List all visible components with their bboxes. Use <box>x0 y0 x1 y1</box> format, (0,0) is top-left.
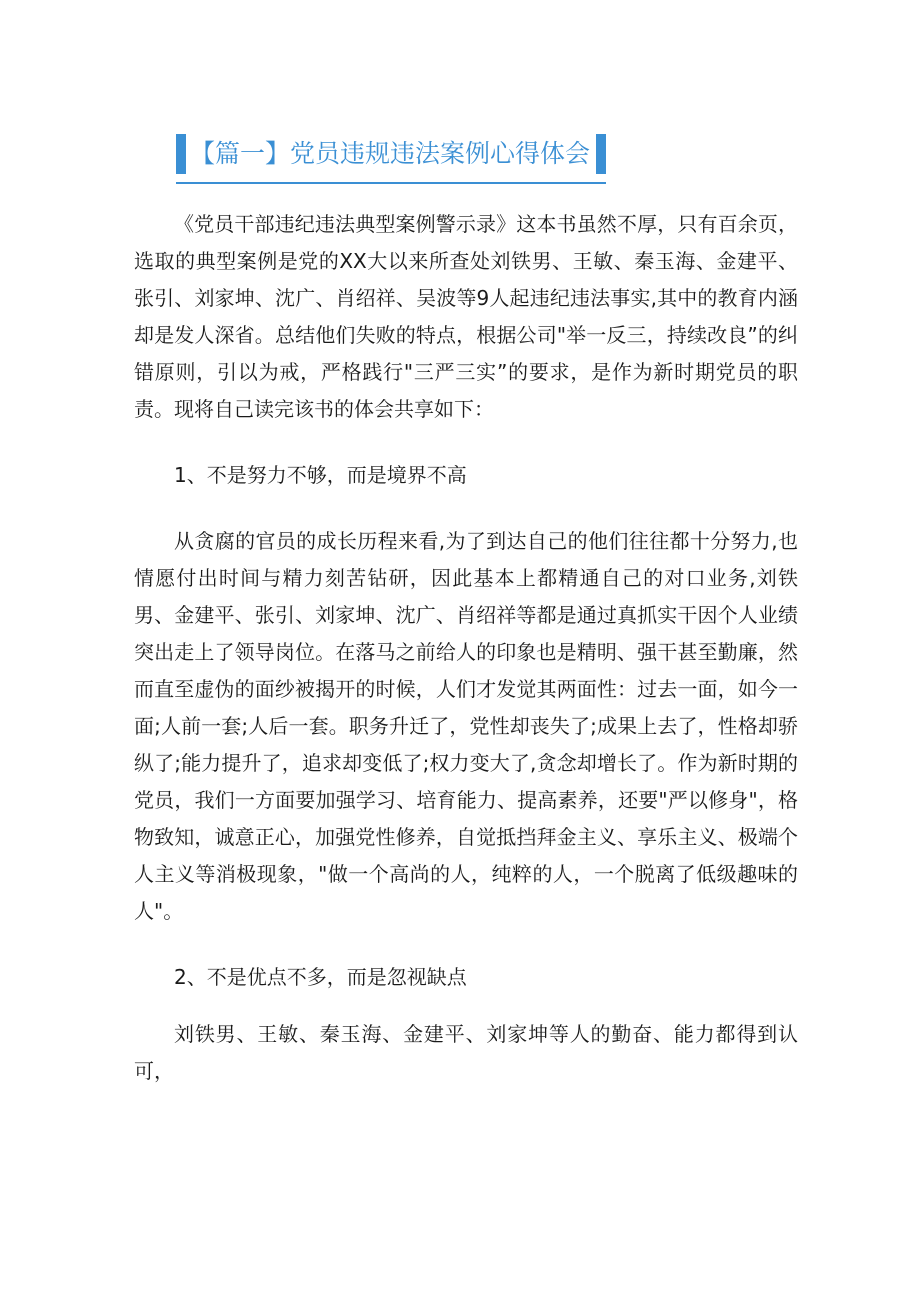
document-body <box>134 206 798 1090</box>
title-text: 【篇一】党员违规违法案例心得体会 <box>190 139 591 168</box>
section-heading-1: 1、不是努力不够，而是境界不高 <box>174 463 467 487</box>
paragraph-section-2: 刘铁男、王敏、秦玉海、金建平、刘家坤等人的勤奋、能力都得到认可， <box>134 1022 798 1083</box>
title-left-bar <box>176 134 186 174</box>
paragraph-intro: 《党员干部违纪违法典型案例警示录》这本书虽然不厚，只有百余页，选取的典型案例是党的XX大以来所查处刘铁男、王敏、秦玉海、金建平、张引、刘家坤、沈广、肖绍祥、吴波等9人起违纪违法事实,其中的教育内涵却是发人深省。总结他们失败的特点，根据公司"举一反三，持续改良”的纠错原则，引以为戒，严格践行"三严三实”的要求，是作为新时期党员的职责。现将自己读完该书的体会共享如下： <box>134 212 798 421</box>
paragraph-section-1: 从贪腐的官员的成长历程来看,为了到达自己的他们往往都十分努力,也情愿付出时间与精力刻苦钻研，因此基本上都精通自己的对口业务,刘铁男、金建平、张引、刘家坤、沈广、肖绍祥等都是通过真抓实干因个人业绩突出走上了领导岗位。在落马之前给人的印象也是精明、强干甚至勤廉，然而直至虚伪的面纱被揭开的时候，人们才发觉其两面性：过去一面，如今一面;人前一套;人后一套。职务升迁了，党性却丧失了;成果上去了，性格却骄纵了;能力提升了，追求却变低了;权力变大了,贪念却增长了。作为新时期的党员，我们一方面要加强学习、培育能力、提高素养，还要"严以修身"，格物致知，诚意正心，加强党性修养，自觉抵挡拜金主义、享乐主义、极端个人主义等消极现象，"做一个高尚的人，纯粹的人，一个脱离了低级趣味的人"。 <box>134 529 798 923</box>
section-heading-2: 2、不是优点不多，而是忽视缺点 <box>174 965 467 989</box>
title-right-bar <box>596 134 606 174</box>
document-title <box>176 128 606 184</box>
